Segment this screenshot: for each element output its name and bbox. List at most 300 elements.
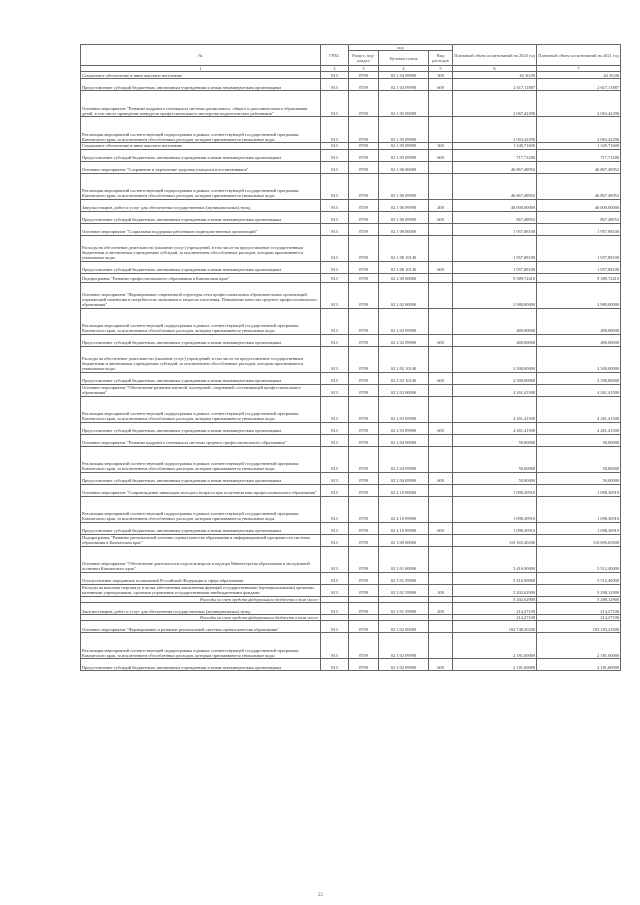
row-plan-2020: 1 345,71600	[453, 143, 537, 149]
row-plan-2020: 1 098,30910	[453, 484, 537, 496]
row-expense-type	[429, 235, 453, 261]
colnum-3: 3	[349, 66, 379, 72]
row-grbs: 813	[321, 334, 349, 346]
table-row	[81, 273, 621, 282]
table-row	[81, 282, 621, 308]
header-plan-2021: Плановый объем ассигнований на 2021 год	[537, 45, 621, 66]
table-row	[81, 659, 621, 671]
row-description: Осуществление переданных полномочий Российской Федерации в сфере образования	[81, 572, 321, 584]
row-expense-type	[429, 91, 453, 117]
row-target-article: 02 3 02 09990	[379, 659, 429, 671]
row-target-article: 02 3 02 09990	[379, 633, 429, 659]
row-description: Основное мероприятие "Обеспечение деятельности отдела контроля и надзора Министерства образования и молодежной политики Камчатского края"	[81, 546, 321, 572]
row-plan-2020: 110 165,40200	[453, 534, 537, 546]
row-expense-type: 600	[429, 79, 453, 91]
row-plan-2021: 480,00000	[537, 308, 621, 334]
row-section: 0709	[349, 173, 379, 199]
row-expense-type	[429, 396, 453, 422]
table-row	[81, 422, 621, 434]
row-plan-2021: 1 345,71600	[537, 143, 621, 149]
row-plan-2021: 4 261,41500	[537, 396, 621, 422]
row-target-article: 02 2 02 09990	[379, 308, 429, 334]
row-section: 0709	[349, 273, 379, 282]
row-plan-2021: 214,27100	[537, 602, 621, 614]
row-plan-2021: 2 500,00000	[537, 346, 621, 372]
row-grbs: 813	[321, 282, 349, 308]
table-row	[81, 633, 621, 659]
row-plan-2021: 110 695,63500	[537, 534, 621, 546]
row-expense-type	[429, 282, 453, 308]
row-expense-type	[429, 633, 453, 659]
row-plan-2021: 2 063,42290	[537, 91, 621, 117]
row-plan-2020: 2 500,00000	[453, 346, 537, 372]
row-grbs: 813	[321, 261, 349, 273]
budget-table-body	[81, 72, 621, 671]
row-description: Предоставление субсидий бюджетным, автономным учреждениям и иным некоммерческим организациям	[81, 149, 321, 161]
row-expense-type: 600	[429, 422, 453, 434]
row-description: Реализация мероприятий соответствующей подпрограммы в рамках соответствующей государственной программы Камчатского края, за исключением обособленных расходов, которым присваиваются уникальные коды	[81, 633, 321, 659]
row-expense-type	[429, 161, 453, 173]
table-row	[81, 235, 621, 261]
row-grbs: 813	[321, 372, 349, 384]
row-section: 0709	[349, 211, 379, 223]
row-description: Социальное обеспечение и иные выплаты населению	[81, 143, 321, 149]
row-target-article: 02 2 10 09990	[379, 522, 429, 534]
row-grbs: 813	[321, 522, 349, 534]
row-description: Предоставление субсидий бюджетным, автономным учреждениям и иным некоммерческим организациям	[81, 522, 321, 534]
row-grbs: 813	[321, 308, 349, 334]
row-plan-2020: 2 500,00000	[453, 372, 537, 384]
table-row	[81, 79, 621, 91]
row-description: Основное мероприятие "Сохранение и укрепление здоровья учащихся и воспитанников"	[81, 161, 321, 173]
table-row	[81, 211, 621, 223]
row-plan-2021: 2 980,00000	[537, 282, 621, 308]
row-description: Предоставление субсидий бюджетным, автономным учреждениям и иным некоммерческим организациям	[81, 261, 321, 273]
row-grbs: 813	[321, 173, 349, 199]
row-grbs: 813	[321, 472, 349, 484]
row-section: 0709	[349, 346, 379, 372]
row-plan-2020: 5 416,90000	[453, 546, 537, 572]
row-grbs: 813	[321, 384, 349, 396]
row-plan-2020: 2 067,42290	[453, 91, 537, 117]
row-expense-type: 300	[429, 143, 453, 149]
table-row	[81, 484, 621, 496]
row-section: 0709	[349, 117, 379, 143]
row-plan-2021: 1 957,88100	[537, 223, 621, 235]
row-expense-type	[429, 273, 453, 282]
table-row	[81, 496, 621, 522]
row-target-article: 02 1 08 00000	[379, 223, 429, 235]
row-description: Реализация мероприятий соответствующей подпрограммы в рамках соответствующей государственной программы Камчатского края, за исключением обособленных расходов, которым присваиваются уникальные коды	[81, 396, 321, 422]
header-type: Вид расходов	[429, 51, 453, 66]
row-description: Основное мероприятие "Формирование современной структуры сети профессиональных образовательных организаций, отражающей изменения в потребностях экономики и запросах населения. Повышение качества среднего профессионального образования"	[81, 282, 321, 308]
row-plan-2021: 5 298,12900	[537, 584, 621, 596]
row-expense-type: 300	[429, 72, 453, 79]
row-plan-2021: 4 261,41500	[537, 384, 621, 396]
row-plan-2020: 717,71280	[453, 149, 537, 161]
header-code-group: код	[349, 45, 453, 51]
row-target-article: 02 2 02 10140	[379, 372, 429, 384]
row-expense-type	[429, 446, 453, 472]
table-row	[81, 372, 621, 384]
row-plan-2020: 480,00000	[453, 334, 537, 346]
row-plan-2020: 2 980,00000	[453, 282, 537, 308]
row-plan-2020: 46 867,48952	[453, 161, 537, 173]
row-grbs: 813	[321, 621, 349, 633]
row-section: 0709	[349, 534, 379, 546]
colnum-2: 2	[321, 66, 349, 72]
row-section: 0709	[349, 143, 379, 149]
table-row	[81, 534, 621, 546]
row-description: Предоставление субсидий бюджетным, автономным учреждениям и иным некоммерческим организациям	[81, 472, 321, 484]
row-section: 0709	[349, 149, 379, 161]
table-row	[81, 546, 621, 572]
header-target: Целевая статья	[379, 51, 429, 66]
row-plan-2021: 2 063,42290	[537, 117, 621, 143]
row-grbs: 813	[321, 79, 349, 91]
row-plan-2021: 2 617,11887	[537, 79, 621, 91]
row-description: Расходы за счет средств федерального бюджета в том числе:	[81, 596, 321, 602]
row-expense-type	[429, 496, 453, 522]
row-target-article: 02 1 04 09990	[379, 79, 429, 91]
row-target-article: 02 3 02 00000	[379, 621, 429, 633]
row-grbs: 813	[321, 633, 349, 659]
row-section: 0709	[349, 79, 379, 91]
table-row	[81, 149, 621, 161]
row-target-article: 02 1 04 09990	[379, 72, 429, 79]
row-section: 0709	[349, 496, 379, 522]
row-expense-type: 600	[429, 659, 453, 671]
row-grbs: 813	[321, 91, 349, 117]
header-num: №	[81, 45, 321, 66]
budget-table	[80, 44, 621, 671]
row-target-article: 02 2 02 09990	[379, 334, 429, 346]
row-description: Предоставление субсидий бюджетным, автономным учреждениям и иным некоммерческим организациям	[81, 372, 321, 384]
row-plan-2021: 5 298,12900	[537, 596, 621, 602]
row-section: 0709	[349, 308, 379, 334]
row-plan-2020: 2 617,11887	[453, 79, 537, 91]
row-target-article: 02 2 03 00000	[379, 384, 429, 396]
row-grbs: 813	[321, 584, 349, 596]
row-expense-type	[429, 546, 453, 572]
budget-table-sheet	[80, 44, 620, 671]
row-target-article: 02 3 01 59900	[379, 572, 429, 584]
table-row	[81, 446, 621, 472]
row-section: 0709	[349, 199, 379, 211]
row-section: 0709	[349, 602, 379, 614]
row-expense-type	[429, 117, 453, 143]
row-section: 0709	[349, 235, 379, 261]
row-plan-2021: 62 30,00	[537, 72, 621, 79]
row-section: 0709	[349, 161, 379, 173]
table-row	[81, 161, 621, 173]
row-plan-2020: 50,00000	[453, 472, 537, 484]
row-plan-2020: 2 181,60000	[453, 633, 537, 659]
page-number: 22	[318, 893, 323, 898]
row-grbs: 813	[321, 143, 349, 149]
row-grbs: 813	[321, 484, 349, 496]
row-plan-2021: 1 957,88100	[537, 261, 621, 273]
row-description: Реализация мероприятий соответствующей подпрограммы в рамках соответствующей государственной программы Камчатского края, за исключением обособленных расходов, которым присваиваются уникальные коды	[81, 446, 321, 472]
row-plan-2020: 46 000,00000	[453, 199, 537, 211]
row-description: Основное мероприятие "Социальная поддержка работников подведомственных организаций"	[81, 223, 321, 235]
row-section: 0709	[349, 472, 379, 484]
row-description: Расходы на выплаты персоналу в целях обеспечения выполнения функций государственными (муниципальными) органами, казенными учреждениями, органами управления государственными внебюджетными фондами	[81, 584, 321, 596]
row-target-article: 02 1 06 09990	[379, 211, 429, 223]
row-target-article: 02 2 10 09990	[379, 496, 429, 522]
row-description: Предоставление субсидий бюджетным, автономным учреждениям и иным некоммерческим организациям	[81, 422, 321, 434]
row-description: Реализация мероприятий соответствующей подпрограммы в рамках соответствующей государственной программы Камчатского края, за исключением обособленных расходов, которым присваиваются уникальные коды	[81, 308, 321, 334]
row-plan-2020: 1 957,88100	[453, 261, 537, 273]
table-row	[81, 621, 621, 633]
row-target-article: 02 1 06 09990	[379, 199, 429, 211]
colnum-5: 5	[429, 66, 453, 72]
row-grbs: 813	[321, 235, 349, 261]
row-plan-2021: 2 181,60000	[537, 633, 621, 659]
row-grbs: 813	[321, 396, 349, 422]
row-grbs: 813	[321, 149, 349, 161]
row-plan-2021: 9 389,72410	[537, 273, 621, 282]
row-plan-2021: 2 181,60000	[537, 659, 621, 671]
row-expense-type: 600	[429, 472, 453, 484]
row-grbs: 813	[321, 446, 349, 472]
row-plan-2021: 480,00000	[537, 334, 621, 346]
row-expense-type: 600	[429, 211, 453, 223]
row-grbs: 813	[321, 161, 349, 173]
row-target-article: 02 2 03 09990	[379, 422, 429, 434]
row-plan-2021: 1 098,30910	[537, 496, 621, 522]
row-description: Основное мероприятие "Развитие кадрового потенциала системы дошкольного, общего и дополнительного образования детей, в том числе проведение конкурсов профессионального мастерства педагогических работников"	[81, 91, 321, 117]
row-section: 0709	[349, 659, 379, 671]
row-grbs: 813	[321, 211, 349, 223]
row-grbs: 813	[321, 659, 349, 671]
row-grbs: 813	[321, 273, 349, 282]
row-grbs: 813	[321, 496, 349, 522]
row-expense-type	[429, 534, 453, 546]
row-expense-type	[429, 484, 453, 496]
row-plan-2021: 867,48952	[537, 211, 621, 223]
row-plan-2020: 4 261,41500	[453, 384, 537, 396]
row-plan-2021: 46 867,48952	[537, 173, 621, 199]
row-target-article: 02 2 10 00000	[379, 484, 429, 496]
row-expense-type	[429, 223, 453, 235]
row-target-article: 02 2 00 00000	[379, 273, 429, 282]
row-target-article: 02 1 08 10140	[379, 261, 429, 273]
row-section: 0709	[349, 422, 379, 434]
row-section: 0709	[349, 434, 379, 446]
row-plan-2021: 4 261,41500	[537, 422, 621, 434]
row-section: 0709	[349, 282, 379, 308]
row-description: Реализация мероприятий соответствующей подпрограммы в рамках соответствующей государственной программы Камчатского края, за исключением обособленных расходов, которым присваиваются уникальные коды	[81, 173, 321, 199]
row-plan-2020: 5 202,62900	[453, 584, 537, 596]
row-target-article: 02 1 05 00000	[379, 91, 429, 117]
table-row	[81, 522, 621, 534]
row-description: Закупка товаров, работ и услуг для обеспечения государственных (муниципальных) нужд	[81, 602, 321, 614]
row-grbs: 813	[321, 572, 349, 584]
row-expense-type: 600	[429, 372, 453, 384]
row-expense-type: 600	[429, 149, 453, 161]
row-expense-type: 200	[429, 602, 453, 614]
row-section: 0709	[349, 372, 379, 384]
row-section: 0709	[349, 522, 379, 534]
row-target-article: 02 2 04 09990	[379, 472, 429, 484]
row-plan-2020: 480,00000	[453, 308, 537, 334]
row-target-article: 02 3 01 59900	[379, 602, 429, 614]
table-row	[81, 602, 621, 614]
row-expense-type	[429, 173, 453, 199]
row-plan-2021: 5 512,40000	[537, 546, 621, 572]
row-target-article: 02 2 02 00000	[379, 282, 429, 308]
row-target-article: 02 2 04 00000	[379, 434, 429, 446]
row-description: Социальное обеспечение и иные выплаты населению	[81, 72, 321, 79]
row-description: Предоставление субсидий бюджетным, автономным учреждениям и иным некоммерческим организациям	[81, 334, 321, 346]
row-expense-type	[429, 346, 453, 372]
table-row	[81, 334, 621, 346]
row-grbs: 813	[321, 434, 349, 446]
row-plan-2021: 2 500,00000	[537, 372, 621, 384]
colnum-4: 4	[379, 66, 429, 72]
row-plan-2020: 4 261,41500	[453, 396, 537, 422]
row-plan-2020: 1 957,88100	[453, 223, 537, 235]
table-row	[81, 261, 621, 273]
row-plan-2021: 1 098,30910	[537, 522, 621, 534]
row-description: Основное мероприятие "Формирование и развитие региональной системы оценки качества образования"	[81, 621, 321, 633]
row-section: 0709	[349, 621, 379, 633]
colnum-7: 7	[537, 66, 621, 72]
row-expense-type	[429, 308, 453, 334]
row-section: 0709	[349, 384, 379, 396]
row-plan-2020: 1 098,30910	[453, 496, 537, 522]
row-section: 0709	[349, 584, 379, 596]
table-row	[81, 384, 621, 396]
row-section: 0709	[349, 396, 379, 422]
row-section: 0709	[349, 446, 379, 472]
row-section: 0709	[349, 72, 379, 79]
row-expense-type	[429, 621, 453, 633]
row-description: Предоставление субсидий бюджетным, автономным учреждениям и иным некоммерческим организациям	[81, 659, 321, 671]
row-expense-type	[429, 572, 453, 584]
row-target-article: 02 1 05 09990	[379, 117, 429, 143]
row-plan-2020: 50,00000	[453, 434, 537, 446]
colnum-1: 1	[81, 66, 321, 72]
header-grbs: ГРБС	[321, 45, 349, 66]
table-row	[81, 173, 621, 199]
row-grbs: 813	[321, 199, 349, 211]
row-description: Основное мероприятие "Обеспечение развития научной, культурной, спортивной составляющей профессионального образования"	[81, 384, 321, 396]
row-description: Основное мероприятие "Сопровождение инвалидов молодого возраста при получении ими профессионального образования"	[81, 484, 321, 496]
row-section: 0709	[349, 334, 379, 346]
row-plan-2020: 1 957,88100	[453, 235, 537, 261]
row-target-article: 02 1 06 09990	[379, 173, 429, 199]
row-expense-type: 600	[429, 261, 453, 273]
row-expense-type: 100	[429, 584, 453, 596]
row-target-article: 02 2 04 09990	[379, 446, 429, 472]
row-target-article: 02 1 05 09990	[379, 149, 429, 161]
row-target-article: 02 3 00 00000	[379, 534, 429, 546]
row-plan-2020: 5 202,62900	[453, 596, 537, 602]
row-target-article: 02 1 08 10140	[379, 235, 429, 261]
row-target-article: 02 2 03 09990	[379, 396, 429, 422]
colnum-6: 6	[453, 66, 537, 72]
row-plan-2020: 50,00000	[453, 446, 537, 472]
row-description: Закупка товаров, работ и услуг для обеспечения государственных (муниципальных) нужд	[81, 199, 321, 211]
row-plan-2020: 5 416,90000	[453, 572, 537, 584]
row-section: 0709	[349, 91, 379, 117]
row-section: 0709	[349, 572, 379, 584]
row-plan-2020: 214,27100	[453, 602, 537, 614]
row-grbs: 813	[321, 546, 349, 572]
table-row	[81, 91, 621, 117]
row-description: Реализация мероприятий соответствующей подпрограммы в рамках соответствующей государственной программы Камчатского края, за исключением обособленных расходов, которым присваиваются уникальные коды	[81, 117, 321, 143]
row-plan-2021: 46 867,48952	[537, 161, 621, 173]
row-expense-type: 600	[429, 522, 453, 534]
header-plan-2020: Плановый объем ассигнований на 2020 год	[453, 45, 537, 66]
row-plan-2020: 9 389,72410	[453, 273, 537, 282]
row-plan-2020: 214,27100	[453, 614, 537, 620]
row-grbs: 813	[321, 422, 349, 434]
row-plan-2021: 1 098,30910	[537, 484, 621, 496]
row-expense-type	[429, 434, 453, 446]
row-expense-type	[429, 384, 453, 396]
row-description: Предоставление субсидий бюджетным, автономным учреждениям и иным некоммерческим организациям	[81, 79, 321, 91]
row-grbs: 813	[321, 223, 349, 235]
row-plan-2020: 1 098,30910	[453, 522, 537, 534]
row-plan-2021: 214,27100	[537, 614, 621, 620]
row-section: 0709	[349, 546, 379, 572]
row-description: Подпрограмма "Развитие региональной системы оценки качества образования и информационной прозрачности системы образования в Камчатском крае"	[81, 534, 321, 546]
row-target-article: 02 3 01 59900	[379, 584, 429, 596]
row-plan-2020: 62 30,00	[453, 72, 537, 79]
row-plan-2021: 50,00000	[537, 434, 621, 446]
row-description: Реализация мероприятий соответствующей подпрограммы в рамках соответствующей государственной программы Камчатского края, за исключением обособленных расходов, которым присваиваются уникальные коды	[81, 496, 321, 522]
row-plan-2020: 4 261,41500	[453, 422, 537, 434]
row-section: 0709	[349, 484, 379, 496]
row-plan-2021: 46 000,00000	[537, 199, 621, 211]
row-plan-2021: 1 957,88100	[537, 235, 621, 261]
row-plan-2021: 717,71280	[537, 149, 621, 161]
row-plan-2020: 2 003,42290	[453, 117, 537, 143]
row-plan-2020: 867,48952	[453, 211, 537, 223]
row-description: Подпрограмма "Развитие профессионального образования в Камчатском крае"	[81, 273, 321, 282]
row-target-article: 02 2 02 10140	[379, 346, 429, 372]
row-description: Расходы за счет средств федерального бюджета в том числе:	[81, 614, 321, 620]
table-row	[81, 72, 621, 79]
table-row	[81, 472, 621, 484]
table-row	[81, 572, 621, 584]
row-section: 0709	[349, 261, 379, 273]
row-target-article: 02 1 05 09990	[379, 143, 429, 149]
table-row	[81, 434, 621, 446]
header-section: Раздел, под-раздел	[349, 51, 379, 66]
row-description: Расходы на обеспечение деятельности (оказание услуг) учреждений, в том числе на предоставление государственным бюджетным и автономным учреждениям субсидий, за исключением обособленных расходов, которым присваиваются уникальные коды	[81, 346, 321, 372]
row-description: Расходы на обеспечение деятельности (оказание услуг) учреждений, в том числе на предоставление государственным бюджетным и автономным учреждениям субсидий, за исключением обособленных расходов, которым присваиваются уникальные коды	[81, 235, 321, 261]
table-row	[81, 223, 621, 235]
row-plan-2020: 46 867,48952	[453, 173, 537, 199]
table-row	[81, 199, 621, 211]
row-expense-type: 200	[429, 199, 453, 211]
row-grbs: 813	[321, 534, 349, 546]
row-section: 0709	[349, 633, 379, 659]
row-target-article: 02 3 01 00000	[379, 546, 429, 572]
row-plan-2021: 5 512,40000	[537, 572, 621, 584]
row-grbs: 813	[321, 346, 349, 372]
table-row	[81, 308, 621, 334]
row-plan-2021: 105 183,23500	[537, 621, 621, 633]
row-plan-2021: 50,00000	[537, 472, 621, 484]
row-section: 0709	[349, 223, 379, 235]
row-plan-2020: 2 181,60000	[453, 659, 537, 671]
table-row	[81, 346, 621, 372]
